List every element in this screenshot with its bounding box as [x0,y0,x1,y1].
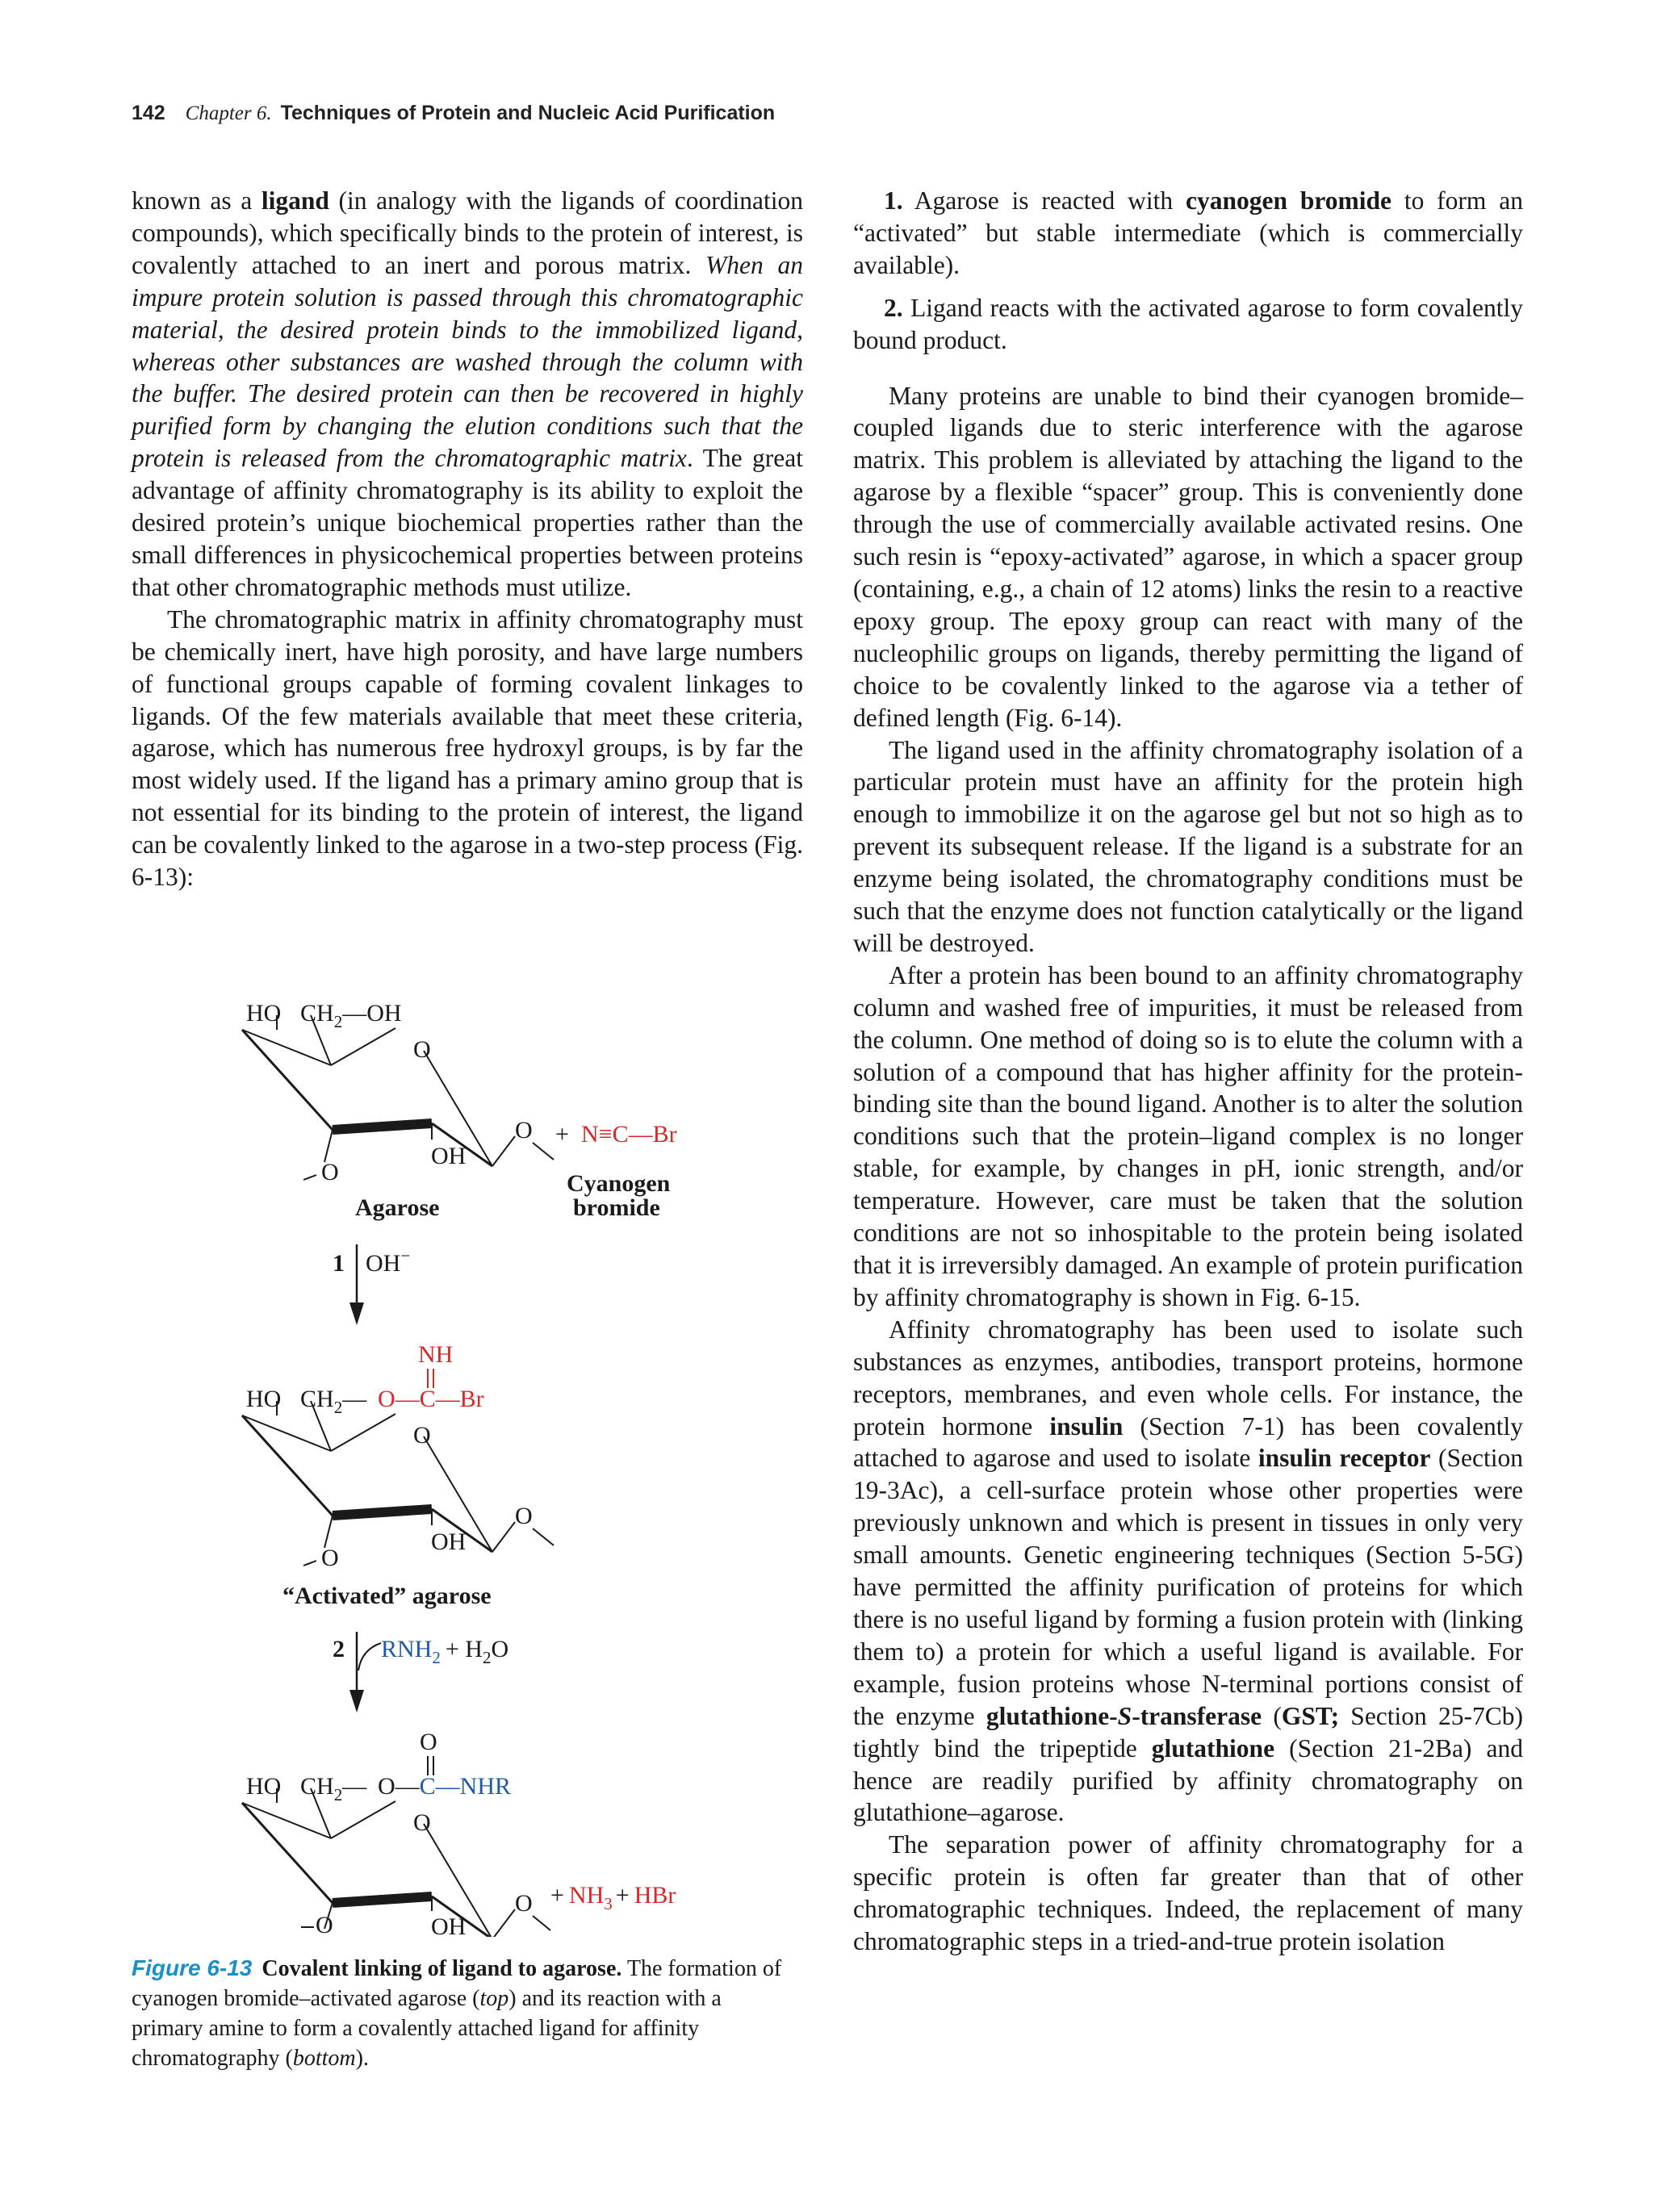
product-bottom-oxygen: O [301,1914,333,1937]
paragraph: Affinity chromatography has been used to isolate such substances as enzymes, antibodies, transport proteins, hormone receptors, membranes, and even whole cells. For instance, the protein hormone insulin (Section 7-1) has been covalently attached to agarose and used to isolate insulin receptor (Section 19-3Ac), a cell-surface protein whose other properties were previously unknown and which is present in tissues in only very small amounts. Genetic engineering techniques (Section 5-5G) have permitted the affinity purification of proteins for which there is no useful ligand by forming a fusion protein with (linking them to) a protein for which a useful ligand is available. For example, fusion proteins whose N-terminal portions consist of the enzyme glutathione-S-transferase (GST; Section 25-7Cb) tightly bind the tripeptide glutathione (Section 21-2Ba) and hence are readily purified by affinity chromatography on glutathione–agarose. [853,1315,1523,1827]
numbered-step: 2. Ligand reacts with the activated agarose to form covalently bound product. [853,293,1523,354]
paragraph: The chromatographic matrix in affinity chromatography must be chemically inert, have high porosity, and have large numbers of functional groups capable of forming covalent linkages to ligands. Of the few materials available that meet these criteria, agarose, which has numerous free hydroxyl groups, is by far the most widely used. If the ligand has a primary amino group that is not essential for its binding to the protein of interest, the ligand can be covalently linked to the agarose in a two-step process (Fig. 6-13): [132,604,803,892]
glycosidic-oxygen: O [515,1890,533,1917]
page-number: 142 [132,102,165,124]
figure-title: Covalent linking of ligand to agarose. [262,1956,622,1981]
step-2-reagents: $RNH_2 + H_2O$ [381,1636,509,1667]
paragraph: The ligand used in the affinity chromatography isolation of a particular protein must have an affinity for the protein high enough to immobilize it on the agarose gel but not so high as to prevent its subsequent release. If the ligand is a substrate for an enzyme being isolated, the chromatography conditions must be such that the enzyme does not function catalytically or the ligand will be destroyed. [853,735,1523,957]
hydroxyl-label: OH [431,1913,467,1937]
ring-oxygen: O [413,1809,431,1836]
ch2-label: $CH_2—$ [300,1773,367,1804]
glycosidic-oxygen: O [515,1117,533,1144]
chapter-title: Techniques of Protein and Nucleic Acid Purification [280,102,776,124]
carbamate-linker: O—C—NHR [378,1773,512,1800]
byproducts: + $NH_3$ + HBr [550,1882,676,1913]
paragraph: Many proteins are unable to bind their cyanogen bromide–coupled ligands due to steric interference with the agarose matrix. This problem is alleviated by attaching the ligand to the agarose by a flexible “spacer” group. This is conveniently done through the use of commercially available activated resins. One such resin is “epoxy-activated” agarose, in which a spacer group (containing, e.g., a chain of 12 atoms) links the resin to a reactive epoxy group. The epoxy group can react with many of the nucleophilic groups on ligands, thereby permitting the ligand of choice to be covalently linked to the agarose via a tether of defined length (Fig. 6-14). [853,381,1523,732]
carbonyl-oxygen: O [420,1729,437,1755]
left-column [132,185,803,893]
step-2-number: 2 [333,1636,345,1662]
step-1-number: 1 [333,1250,345,1277]
figure-caption: Figure 6-13 Covalent linking of ligand to agarose. The formation of cyanogen bromide–activated agarose (top) and its reaction with a primary amine to form a covalently attached ligand for affinity chromatography (bottom). [132,1955,782,2071]
plus-sign: + [555,1121,569,1148]
figure-6-13 [234,993,759,1937]
ring-oxygen: O [413,1422,431,1449]
cyanogen-formula: N≡C—Br [581,1121,677,1148]
paragraph: The separation power of affinity chromatography for a specific protein is often far greater than that of other chromatographic techniques. Indeed, the replacement of many chromatographic steps in a tried-and-true protein isolation [853,1830,1523,1956]
cyanogen-name-line1: Cyanogen [567,1170,671,1197]
ch2-label: $CH_2—OH$ [300,1000,402,1031]
hydroxyl-label: OH [431,1528,467,1555]
activated-agarose-label: “Activated” agarose [282,1583,492,1609]
cyanogen-name-line2: bromide [573,1194,660,1221]
ch2-label: $CH_2—$ [300,1386,367,1417]
running-head [132,102,775,125]
step-1-reagent: OH− [366,1246,411,1277]
numbered-step: 1. Agarose is reacted with cyanogen bromide to form an “activated” but stable intermediate (which is commercially available). [853,186,1523,279]
hydroxyl-label: OH [431,1143,467,1169]
activated-linker: O—C—Br [378,1386,484,1412]
chapter-label: Chapter 6. [185,102,272,124]
ring-oxygen: O [413,1036,431,1063]
paragraph: After a protein has been bound to an affinity chromatography column and washed free of impurities, it must be released from the column. One method of doing so is to elute the column with a solution of a compound that has higher affinity for the protein-binding site than the bound ligand. Another is to alter the solution conditions such that the protein–ligand complex is no longer stable, for example, by changes in pH, ionic strength, and/or temperature. However, care must be taken that the solution conditions are not so inhospitable to the protein being isolated that it is irreversibly damaged. An example of protein purification by affinity chromatography is shown in Fig. 6-15. [853,960,1523,1311]
agarose-label: Agarose [355,1194,440,1221]
product-structure [242,1729,676,1937]
reaction-scheme [234,993,759,1937]
glycosidic-oxygen: O [321,1545,339,1571]
ho-label: HO [246,1000,282,1027]
ho-label: HO [246,1773,282,1800]
glycosidic-oxygen: O [321,1159,339,1185]
reaction-arrow-2 [333,1632,508,1712]
cyanogen-bromide [555,1121,677,1221]
imino-nh: NH [418,1341,454,1368]
activated-agarose-structure [242,1341,554,1609]
glycosidic-oxygen: O [515,1503,533,1529]
reaction-arrow-1 [333,1244,410,1325]
paragraph: known as a ligand (in analogy with the ligands of coordination compounds), which specifically binds to the protein of interest, is covalently attached to an inert and porous matrix. When an impure protein solution is passed through this chromatographic material, the desired protein binds to the immobilized ligand, whereas other substances are washed through the column with the buffer. The desired protein can then be recovered in highly purified form by changing the elution conditions such that the protein is released from the chromatographic matrix. The great advantage of affinity chromatography is its ability to exploit the desired protein’s unique biochemical properties rather than the small differences in physicochemical properties between proteins that other chromatographic methods must utilize. [132,186,803,601]
agarose-structure [242,1000,554,1221]
right-column [853,185,1523,1958]
ho-label: HO [246,1386,282,1412]
figure-label: Figure 6-13 [132,1955,253,1980]
